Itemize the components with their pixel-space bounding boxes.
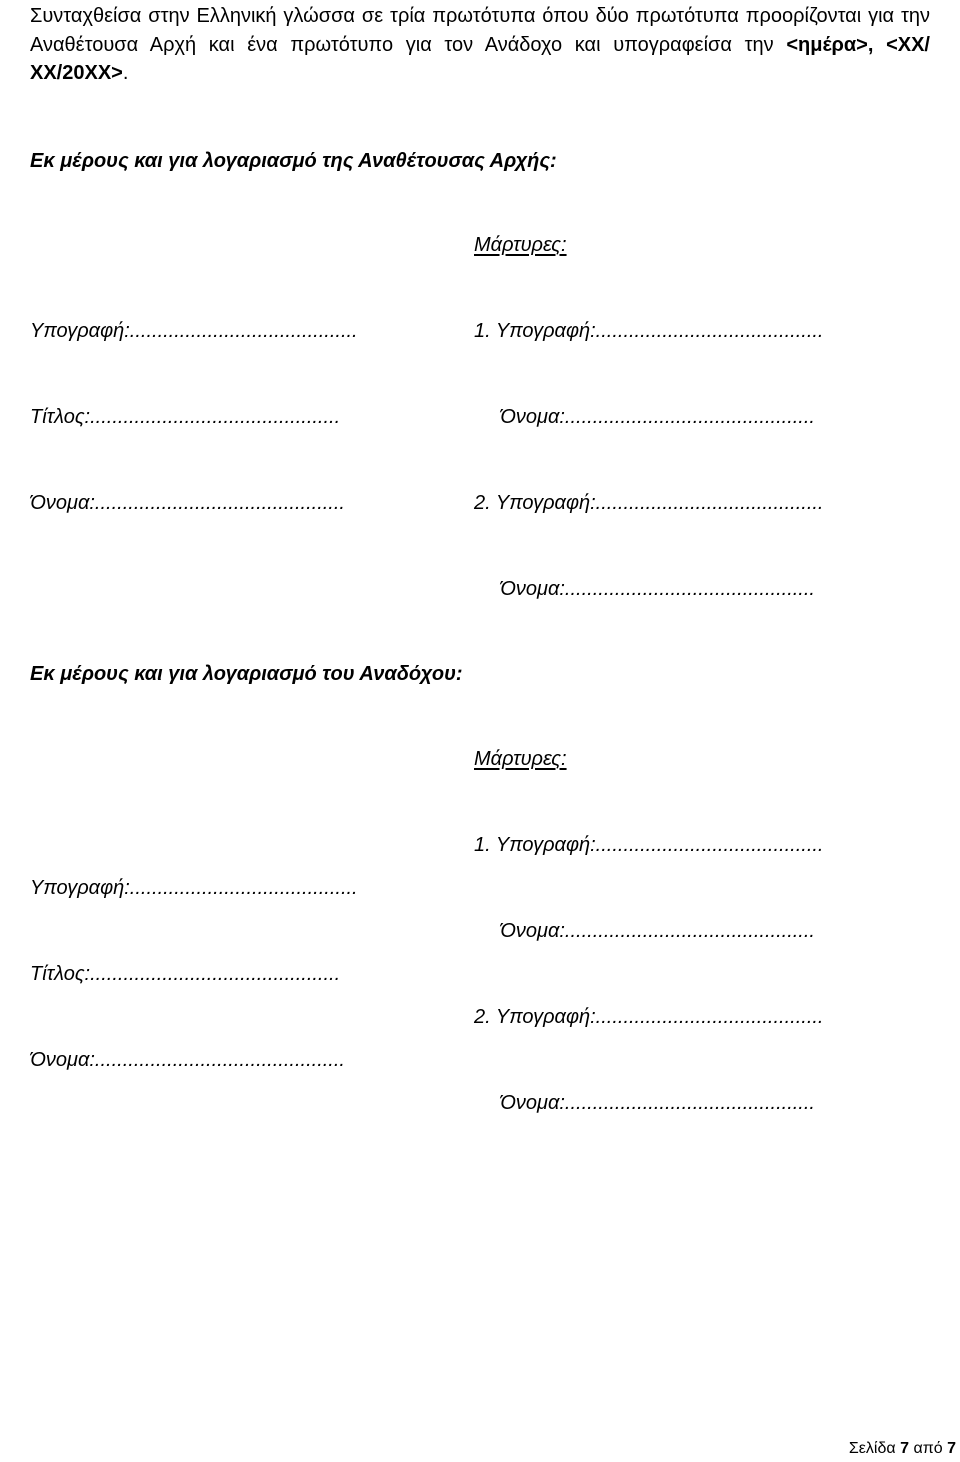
contractor-signature-field: Υπογραφή:.........................................	[30, 877, 358, 899]
page-footer	[849, 1440, 956, 1458]
authority-name-field: Όνομα:.............................................	[30, 492, 345, 514]
contractor-witness1-name-field: Όνομα:.............................................	[500, 920, 815, 942]
authority-witness2-name-field: Όνομα:.............................................	[500, 578, 815, 600]
footer-current-page: 7	[900, 1440, 909, 1457]
authority-witness1-signature-field: 1. Υπογραφή:.........................................	[474, 320, 824, 342]
contractor-title-field: Τίτλος:.............................................	[30, 963, 341, 985]
authority-witness1-name-field: Όνομα:.............................................	[500, 406, 815, 428]
contractor-witness1-signature-field: 1. Υπογραφή:.........................................	[474, 834, 824, 856]
intro-paragraph	[30, 2, 930, 88]
footer-total-pages: 7	[947, 1440, 956, 1457]
authority-heading: Εκ μέρους και για λογαριασμό της Αναθέτουσας Αρχής:	[30, 150, 557, 172]
contractor-witnesses-label: Μάρτυρες:	[474, 748, 567, 770]
contractor-name-field: Όνομα:.............................................	[30, 1049, 345, 1071]
intro-end: .	[122, 62, 129, 84]
contractor-heading: Εκ μέρους και για λογαριασμό του Αναδόχου:	[30, 663, 463, 685]
date-placeholder: <ημέρα>, <ΧΧ/ΧΧ/20ΧΧ>	[30, 33, 930, 84]
authority-witnesses-label: Μάρτυρες:	[474, 234, 567, 256]
contractor-witness2-signature-field: 2. Υπογραφή:.........................................	[474, 1006, 824, 1028]
contractor-witness2-name-field: Όνομα:.............................................	[500, 1092, 815, 1114]
footer-of-word: από	[913, 1440, 943, 1457]
footer-page-word: Σελίδα	[848, 1440, 896, 1457]
authority-witness2-signature-field: 2. Υπογραφή:.........................................	[474, 492, 824, 514]
authority-signature-field: Υπογραφή:.........................................	[30, 320, 358, 342]
authority-title-field: Τίτλος:.............................................	[30, 406, 341, 428]
intro-text: Συνταχθείσα στην Ελληνική γλώσσα σε τρία πρωτότυπα όπου δύο πρωτότυπα προορίζονται για την Αναθέτουσα Αρχή και ένα πρωτότυπο για τον Ανάδοχο και υπογραφείσα την	[30, 5, 930, 56]
